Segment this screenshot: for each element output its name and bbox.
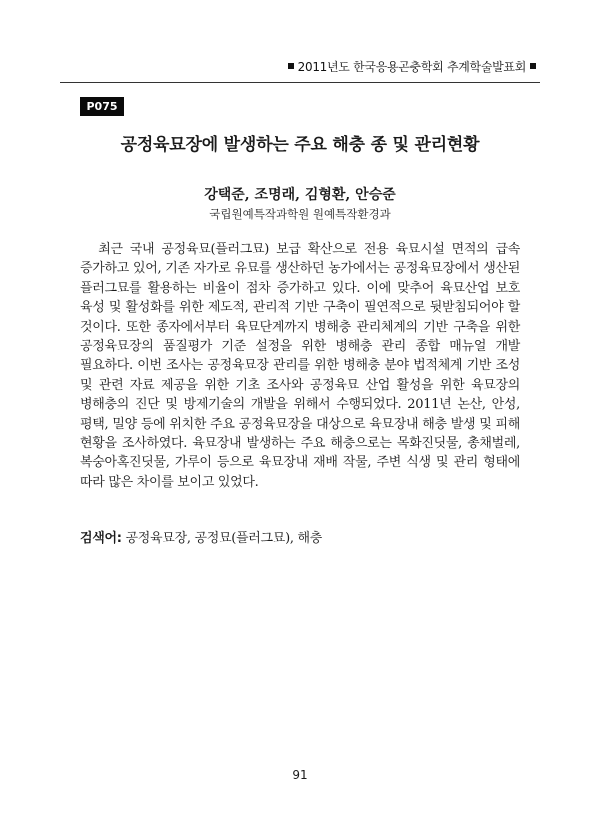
page-number: 91 (292, 768, 308, 782)
keywords-label: 검색어: (80, 531, 122, 546)
square-bullet-icon (288, 63, 294, 69)
abstract-body: 최근 국내 공정육묘(플러그묘) 보급 확산으로 전용 육묘시설 면적의 급속 증가하고 있어, 기존 자가로 유묘를 생산하던 농가에서는 공정육묘장에서 생산된 플러그묘를 활용하는 비율이 점차 증가하고 있다. 이에 맞추어 육묘산업 보호 육성 및 활성화를 위한 제도적, 관리적 기반 구축이 필연적으로 뒷받침되어야 할 것이다. 또한 종자에서부터 육묘단계까지 병해충 관리체계의 기반 구축을 위한 공정육묘장의 품질평가 기준 설정을 위한 병해충 관리 종합 매뉴얼 개발 필요하다. 이번 조사는 공정육묘장 관리를 위한 병해충 분야 법적체계 기반 조성 및 관련 자료 제공을 위한 기초 조사와 공정육묘 산업 활성을 위한 육묘장의 병해충의 진단 및 방제기술의 개발을 위해서 수행되었다. 2011년 논산, 안성, 평택, 밀양 등에 위치한 주요 공정육묘장을 대상으로 육묘장내 해충 발생 및 피해 현황을 조사하였다. 육묘장내 발생하는 주요 해충으로는 목화진딧물, 총채벌레, 복숭아혹진딧물, 가루이 등으로 육묘장내 재배 작물, 주변 식생 및 관리 형태에 따라 많은 차이를 보이고 있었다. (80, 242, 520, 490)
keywords-list: 공정육묘장, 공정묘(플러그묘), 해충 (125, 531, 323, 546)
square-bullet-icon (530, 63, 536, 69)
paper-authors: 강택준, 조명래, 김형환, 안승준 (204, 187, 396, 203)
paper-affiliation: 국립원예특작과학원 원예특작환경과 (209, 207, 391, 221)
keywords-line (80, 527, 540, 546)
running-header-title: 2011년도 한국응용곤충학회 추계학술발표회 (297, 60, 526, 74)
running-header (60, 58, 540, 83)
paper-title: 공정육묘장에 발생하는 주요 해충 종 및 관리현황 (120, 135, 480, 155)
paper-code-badge: P075 (80, 97, 124, 116)
